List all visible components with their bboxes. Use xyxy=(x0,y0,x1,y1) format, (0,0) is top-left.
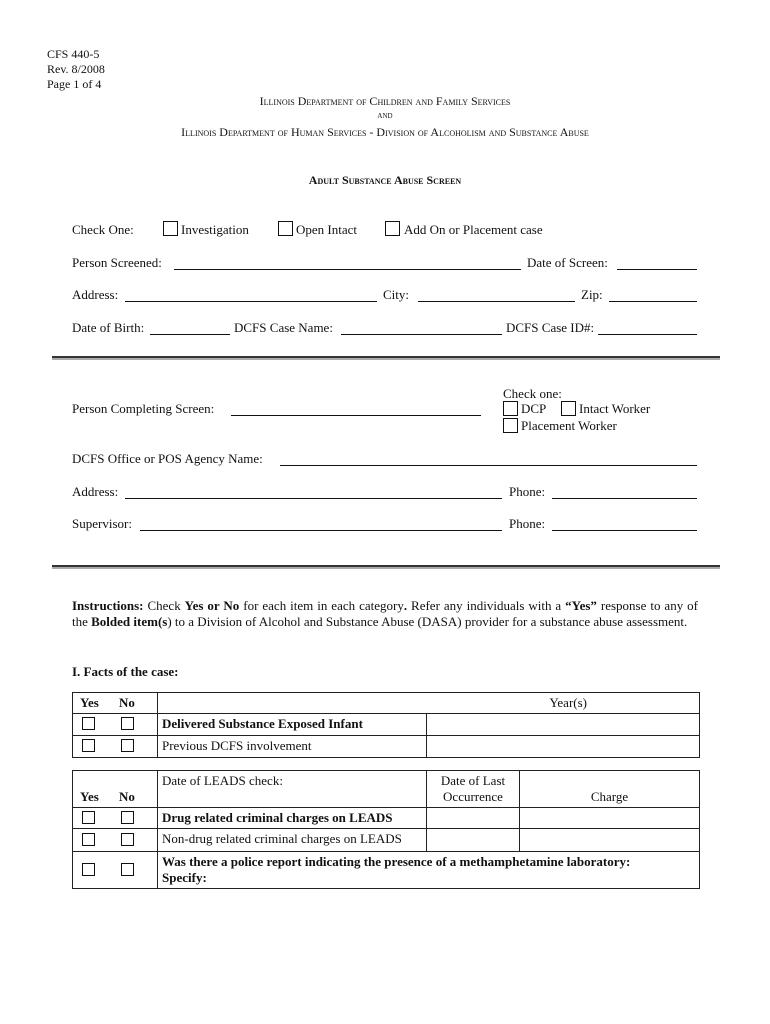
page-title: Adult Substance Abuse Screen xyxy=(308,173,462,187)
charge-header: Charge xyxy=(590,789,629,804)
section-title-facts: I. Facts of the case: xyxy=(72,664,179,679)
row-label: Delivered Substance Exposed Infant xyxy=(162,716,363,731)
dcp-label: DCP xyxy=(521,401,547,416)
no-header: No xyxy=(119,695,135,710)
yes-checkbox[interactable] xyxy=(82,717,95,730)
case-id-label: DCFS Case ID#: xyxy=(506,320,595,335)
yes-header: Yes xyxy=(80,695,99,710)
page-number: Page 1 of 4 xyxy=(47,77,102,91)
supervisor-phone-label: Phone: xyxy=(509,516,546,531)
city-label: City: xyxy=(383,287,410,302)
address-label: Address: xyxy=(72,287,119,302)
yes-header: Yes xyxy=(80,789,99,804)
facts-table xyxy=(72,692,700,758)
add-on-placement-checkbox[interactable] xyxy=(385,221,400,236)
no-checkbox[interactable] xyxy=(121,811,134,824)
criminal-table xyxy=(72,770,700,889)
office-label: DCFS Office or POS Agency Name: xyxy=(72,451,263,466)
no-checkbox[interactable] xyxy=(121,739,134,752)
leads-check-label: Date of LEADS check: xyxy=(162,773,283,788)
section-divider-2-shadow xyxy=(52,567,720,569)
case-name-field[interactable] xyxy=(341,334,502,335)
row-label: Previous DCFS involvement xyxy=(162,738,312,753)
last-occurrence-cell[interactable] xyxy=(427,829,520,852)
address-field[interactable] xyxy=(125,301,377,302)
check-one-label: Check One: xyxy=(72,222,134,237)
zip-field[interactable] xyxy=(609,301,697,302)
no-checkbox[interactable] xyxy=(121,833,134,846)
charge-cell[interactable] xyxy=(520,808,700,829)
section-divider-shadow xyxy=(52,358,720,360)
yes-checkbox[interactable] xyxy=(82,739,95,752)
case-name-label: DCFS Case Name: xyxy=(234,320,333,335)
dcp-checkbox[interactable] xyxy=(503,401,518,416)
no-checkbox[interactable] xyxy=(121,863,134,876)
specify-label: Specify: xyxy=(162,870,207,885)
yes-checkbox[interactable] xyxy=(82,863,95,876)
investigation-label: Investigation xyxy=(181,222,249,237)
header-and: and xyxy=(377,110,393,121)
person-completing-label: Person Completing Screen: xyxy=(72,401,215,416)
years-cell[interactable] xyxy=(427,736,700,758)
add-on-placement-label: Add On or Placement case xyxy=(404,222,543,237)
phone-label: Phone: xyxy=(509,484,546,499)
city-field[interactable] xyxy=(418,301,575,302)
yes-checkbox[interactable] xyxy=(82,811,95,824)
revision-date: Rev. 8/2008 xyxy=(47,62,105,76)
placement-worker-checkbox[interactable] xyxy=(503,418,518,433)
person-screened-field[interactable] xyxy=(174,269,521,270)
meth-question: Was there a police report indicating the presence of a methamphetamine laboratory: xyxy=(162,854,631,869)
years-cell[interactable] xyxy=(427,714,700,736)
table-row xyxy=(73,829,700,852)
department-name-2: Illinois Department of Human Services - Division of Alcoholism and Substance Abuse xyxy=(181,125,589,139)
charge-cell[interactable] xyxy=(520,829,700,852)
date-of-birth-label: Date of Birth: xyxy=(72,320,145,335)
row-label: Non-drug related criminal charges on LEADS xyxy=(162,831,402,846)
phone-field[interactable] xyxy=(552,498,697,499)
supervisor-field[interactable] xyxy=(140,530,502,531)
no-header: No xyxy=(119,789,135,804)
table-row xyxy=(73,714,700,736)
date-of-screen-field[interactable] xyxy=(617,269,697,270)
open-intact-label: Open Intact xyxy=(296,222,358,237)
no-checkbox[interactable] xyxy=(121,717,134,730)
supervisor-phone-field[interactable] xyxy=(552,530,697,531)
row-label: Drug related criminal charges on LEADS xyxy=(162,810,393,825)
form-number: CFS 440-5 xyxy=(47,47,100,61)
office-field[interactable] xyxy=(280,465,697,466)
completer-check-one-label: Check one: xyxy=(503,386,562,401)
supervisor-label: Supervisor: xyxy=(72,516,132,531)
instructions-text: Instructions: Check Yes or No for each item in each category. Refer any individuals with a “Yes” response to any of the Bolded item(s) to a Division of Alcohol and Substance Abuse (DASA) provider for a substance abuse assessment. xyxy=(72,598,698,629)
years-header: Year(s) xyxy=(549,695,587,710)
date-of-screen-label: Date of Screen: xyxy=(527,255,608,270)
office-address-label: Address: xyxy=(72,484,119,499)
table-row xyxy=(73,808,700,829)
open-intact-checkbox[interactable] xyxy=(278,221,293,236)
date-of-birth-field[interactable] xyxy=(150,334,230,335)
table-row xyxy=(73,852,700,889)
intact-worker-checkbox[interactable] xyxy=(561,401,576,416)
person-screened-label: Person Screened: xyxy=(72,255,162,270)
department-name-1: Illinois Department of Children and Family Services xyxy=(259,94,511,108)
intact-worker-label: Intact Worker xyxy=(579,401,651,416)
placement-worker-label: Placement Worker xyxy=(521,418,617,433)
last-occurrence-cell[interactable] xyxy=(427,808,520,829)
person-completing-field[interactable] xyxy=(231,415,481,416)
office-address-field[interactable] xyxy=(125,498,502,499)
investigation-checkbox[interactable] xyxy=(163,221,178,236)
table-row xyxy=(73,736,700,758)
last-occurrence-header: Date of Last Occurrence xyxy=(440,773,506,804)
case-id-field[interactable] xyxy=(598,334,697,335)
zip-label: Zip: xyxy=(581,287,603,302)
yes-checkbox[interactable] xyxy=(82,833,95,846)
